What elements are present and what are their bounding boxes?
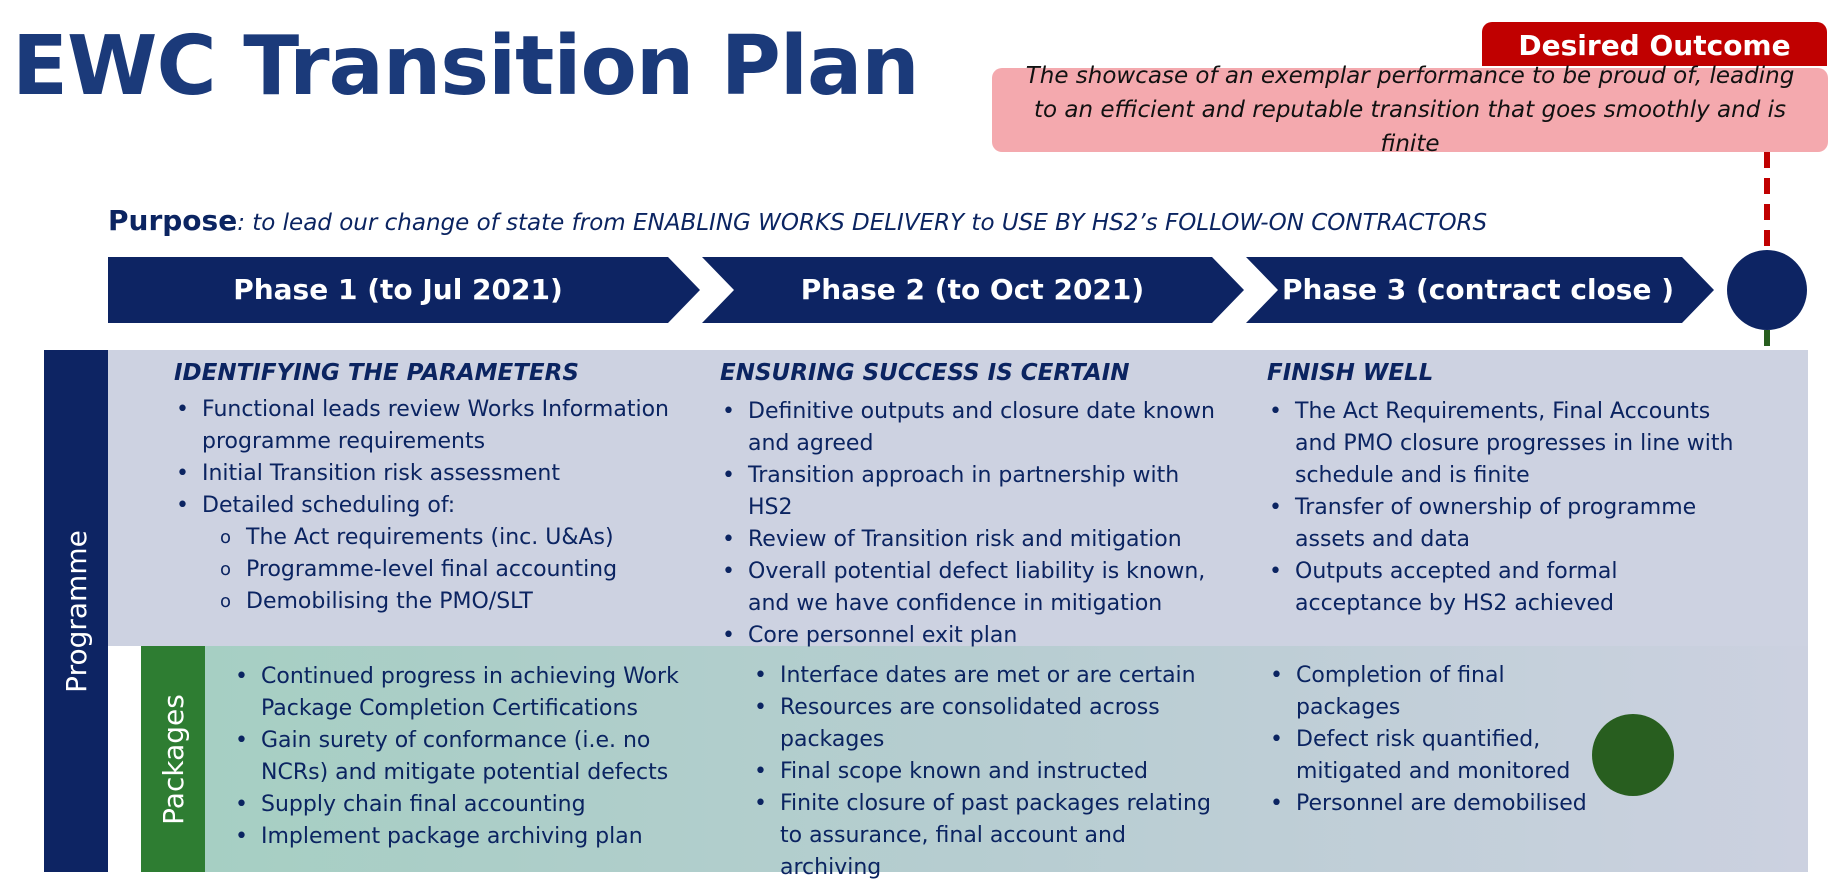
list-item: • Completion of final packages [1296, 660, 1593, 724]
list-item: • Core personnel exit plan [748, 620, 1230, 652]
packages-label: Packages [156, 693, 190, 825]
list-item: • Interface dates are met or are certain [780, 660, 1232, 692]
sub-list-item: o Demobilising the PMO/SLT [246, 586, 674, 618]
list-item: • Finite closure of past packages relating to assurance, final account and archiving [780, 788, 1232, 884]
phase-1-label: Phase 1 (to Jul 2021) [233, 273, 563, 306]
end-circle [1727, 250, 1807, 330]
list-item: • Definitive outputs and closure date known and agreed [748, 396, 1230, 460]
list-item: • Resources are consolidated across packages [780, 692, 1232, 756]
phase-2-label: Phase 2 (to Oct 2021) [800, 273, 1145, 306]
desired-outcome-text: The showcase of an exemplar performance to be proud of, leading to an efficient and reputable transition that goes smoothly and is finite [1025, 63, 1795, 157]
list-item: • The Act Requirements, Final Accounts and PMO closure progresses in line with schedule and is finite [1295, 396, 1737, 492]
packages-end-circle [1590, 712, 1680, 802]
list-item: • Final scope known and instructed [780, 756, 1232, 788]
list-item: • Functional leads review Works Information programme requirements [202, 394, 674, 458]
purpose-label: Purpose [108, 204, 238, 237]
list-item: • Review of Transition risk and mitigation [748, 524, 1230, 556]
list-item: • Defect risk quantified, mitigated and monitored [1296, 724, 1593, 788]
programme-column-1 [174, 360, 674, 618]
page-title: EWC Transition Plan [12, 19, 919, 114]
packages-label-wrap [141, 646, 205, 872]
list-item: • Detailed scheduling of: [202, 490, 674, 522]
green-circle [1592, 714, 1674, 796]
desired-outcome-tab: Desired Outcome [1482, 22, 1827, 66]
programme-column-3 [1267, 360, 1737, 620]
list-item: • Initial Transition risk assessment [202, 458, 674, 490]
list-item: • Gain surety of conformance (i.e. no NCRs) and mitigate potential defects [261, 725, 723, 789]
packages-column-3 [1268, 660, 1593, 820]
packages-column-2 [752, 660, 1232, 884]
list-item: • Outputs accepted and formal acceptance by HS2 achieved [1295, 556, 1737, 620]
programme-column-2 [720, 360, 1230, 652]
column-heading: IDENTIFYING THE PARAMETERS [174, 360, 579, 386]
column-heading: FINISH WELL [1267, 360, 1434, 386]
sub-list-item: o The Act requirements (inc. U&As) [246, 522, 674, 554]
phase-3-label: Phase 3 (contract close ) [1282, 273, 1674, 306]
programme-label-wrap [44, 350, 108, 872]
list-item: • Overall potential defect liability is known, and we have confidence in mitigation [748, 556, 1230, 620]
packages-column-1 [233, 661, 723, 853]
column-heading: ENSURING SUCCESS IS CERTAIN [720, 360, 1130, 386]
list-item: • Supply chain final accounting [261, 789, 723, 821]
purpose-text: : to lead our change of state from ENABLING WORKS DELIVERY to USE BY HS2’s FOLLOW-ON CONTRACTORS [237, 210, 1488, 236]
list-item: • Continued progress in achieving Work Package Completion Certifications [261, 661, 723, 725]
list-item: • Transition approach in partnership with HS2 [748, 460, 1230, 524]
list-item: • Transfer of ownership of programme assets and data [1295, 492, 1737, 556]
list-item: • Implement package archiving plan [261, 821, 723, 853]
sub-list-item: o Programme-level final accounting [246, 554, 674, 586]
programme-label: Programme [59, 529, 93, 693]
list-item: • Personnel are demobilised [1296, 788, 1593, 820]
